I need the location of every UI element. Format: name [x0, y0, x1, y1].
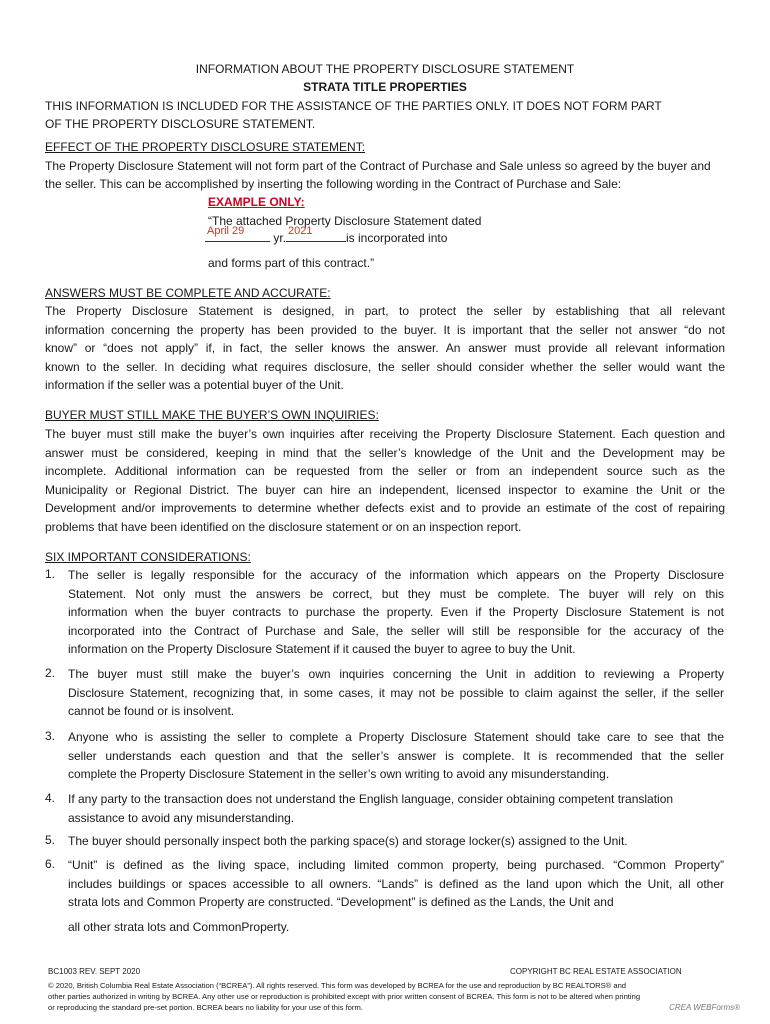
item-line: Statement. Not only must the answers be correct, but they must be complete. The buyer will rely on this [68, 586, 724, 601]
item-line: all other strata lots and CommonProperty. [68, 919, 290, 934]
page-title: INFORMATION ABOUT THE PROPERTY DISCLOSURE STATEMENT [195, 62, 575, 76]
consideration-item-1 [68, 566, 724, 659]
item-line: strata lots and Common Property are constructed. “Development” is defined as the Lands, the Unit and [68, 895, 614, 910]
item-line: incorporated into the Contract of Purchase and Sale, the seller will still be responsible for the accuracy of the [68, 623, 724, 638]
inquiries-line: incomplete. Additional information can be requested from the seller or from an independent source such as the [45, 464, 725, 479]
year-field[interactable] [286, 225, 346, 242]
date-value: April 29 [207, 225, 245, 238]
legal-line-3: or reproducing the standard pre-set portion. BCREA bears no liability for your use of this form. [48, 1003, 363, 1012]
item-line: information on the Property Disclosure Statement if it caused the buyer to agree to buy the Unit. [68, 642, 576, 657]
item-number: 5. [45, 833, 56, 847]
copyright-label: COPYRIGHT BC REAL ESTATE ASSOCIATION [510, 967, 682, 976]
item-number: 2. [45, 666, 56, 680]
inquiries-line: Municipality or Regional District. The buyer can hire an independent, licensed inspector to examine the Unit or the [45, 482, 725, 497]
date-field[interactable] [205, 225, 270, 242]
effect-line-1: The Property Disclosure Statement will not form part of the Contract of Purchase and Sale unless so agreed by the buyer and [45, 159, 711, 173]
consideration-item-4 [68, 790, 724, 827]
inquiries-line: The buyer must still make the buyer’s own inquiries after receiving the Property Disclosure Statement. Each question and [45, 427, 725, 441]
item-number: 1. [45, 567, 56, 581]
answers-line: information concerning the property has been provided to the buyer. It is important that the seller not answer “do not [45, 322, 725, 337]
yr-label: yr. [273, 231, 287, 245]
item-line: The buyer should personally inspect both the parking space(s) and storage locker(s) assigned to the Unit. [68, 834, 628, 848]
inquiries-paragraph [45, 425, 725, 537]
item-number: 6. [45, 857, 56, 871]
page-subtitle: STRATA TITLE PROPERTIES [303, 80, 467, 94]
item-line: “Unit” is defined as the living space, including limited common property, being purchased. “Common Property” [68, 858, 724, 872]
incorporated-text: is incorporated into [346, 231, 448, 245]
item-line: If any party to the transaction does not understand the English language, consider obtaining competent translation [68, 792, 674, 806]
notice-line-1: THIS INFORMATION IS INCLUDED FOR THE ASSISTANCE OF THE PARTIES ONLY. IT DOES NOT FORM PART [45, 99, 662, 113]
item-line: complete the Property Disclosure Statement in the seller’s own writing to avoid any misunderstanding. [68, 767, 610, 782]
consideration-item-3 [68, 728, 724, 784]
answers-line: known to the seller. In deciding what requires disclosure, the seller should consider whether the seller would want the [45, 359, 725, 374]
example-heading: EXAMPLE ONLY: [208, 195, 305, 209]
answers-heading: ANSWERS MUST BE COMPLETE AND ACCURATE: [45, 286, 331, 300]
item-line: Anyone who is assisting the seller to complete a Property Disclosure Statement should take care to see that the [68, 730, 724, 744]
example-line-1: “The attached Property Disclosure Statement dated [208, 214, 482, 228]
effect-heading: EFFECT OF THE PROPERTY DISCLOSURE STATEMENT: [45, 140, 366, 154]
answers-line: information if the seller was a potential buyer of the Unit. [45, 378, 344, 393]
item-line: Disclosure Statement, recognizing that, in some cases, it may not be possible to claim against the seller, if the seller [68, 685, 724, 700]
inquiries-line: answer must be considered, keeping in mind that the seller’s knowledge of the Unit and the Development may be [45, 445, 725, 460]
legal-line-2: other parties authorized in writing by BCREA. Any other use or reproduction is prohibited except with prior written consent of BCREA. This form is not to be altered when printing [48, 992, 641, 1001]
form-id: BC1003 REV. SEPT 2020 [48, 967, 141, 976]
inquiries-line: problems that have been identified on the disclosure statement or on an inspection report. [45, 519, 522, 534]
example-line-2 [205, 225, 448, 248]
item-line: cannot be found or is insolvent. [68, 704, 235, 719]
considerations-heading: SIX IMPORTANT CONSIDERATIONS: [45, 550, 251, 564]
legal-line-1: © 2020, British Columbia Real Estate Association (“BCREA”). All rights reserved. This form was developed by BCREA for the use and reproduction by BC REALTORS® and [48, 981, 627, 990]
inquiries-heading: BUYER MUST STILL MAKE THE BUYER’S OWN INQUIRIES: [45, 408, 379, 422]
year-value: 2021 [288, 225, 313, 238]
item-line: includes buildings or spaces accessible to all owners. “Lands” is defined as the land upon which the Unit, all other [68, 876, 724, 891]
item-line: assistance to avoid any misunderstanding. [68, 810, 295, 825]
consideration-item-5 [68, 832, 724, 851]
notice-line-2: OF THE PROPERTY DISCLOSURE STATEMENT. [45, 117, 316, 131]
answers-line: The Property Disclosure Statement is designed, in part, to protect the seller by establishing that all relevant [45, 304, 725, 318]
consideration-item-6 [68, 856, 724, 936]
example-line-3: and forms part of this contract.” [208, 256, 375, 270]
consideration-item-2 [68, 665, 724, 721]
item-line: The buyer must still make the buyer’s own inquiries concerning the Unit in addition to reviewing a Property [68, 667, 724, 681]
item-line: The seller is legally responsible for the accuracy of the information which appears on the Property Disclosure [68, 568, 724, 582]
item-line: seller understands each question and that the seller’s answer is complete. It is recommended that the seller [68, 748, 724, 763]
effect-line-2: the seller. This can be accomplished by inserting the following wording in the Contract of Purchase and Sale: [45, 177, 622, 191]
answers-line: know” or “does not apply” if, in fact, the seller knows the answer. An answer must provide all relevant information [45, 341, 725, 356]
item-number: 4. [45, 791, 56, 805]
answers-paragraph [45, 302, 725, 395]
crea-webforms-logo: CREA WEBForms® [669, 1003, 740, 1012]
item-number: 3. [45, 729, 56, 743]
inquiries-line: Development and/or improvements to determine whether defects exist and to provide an estimate of the cost of repairing [45, 501, 725, 516]
item-line: information when the buyer contracts to purchase the property. Even if the Property Disclosure Statement is not [68, 605, 724, 620]
